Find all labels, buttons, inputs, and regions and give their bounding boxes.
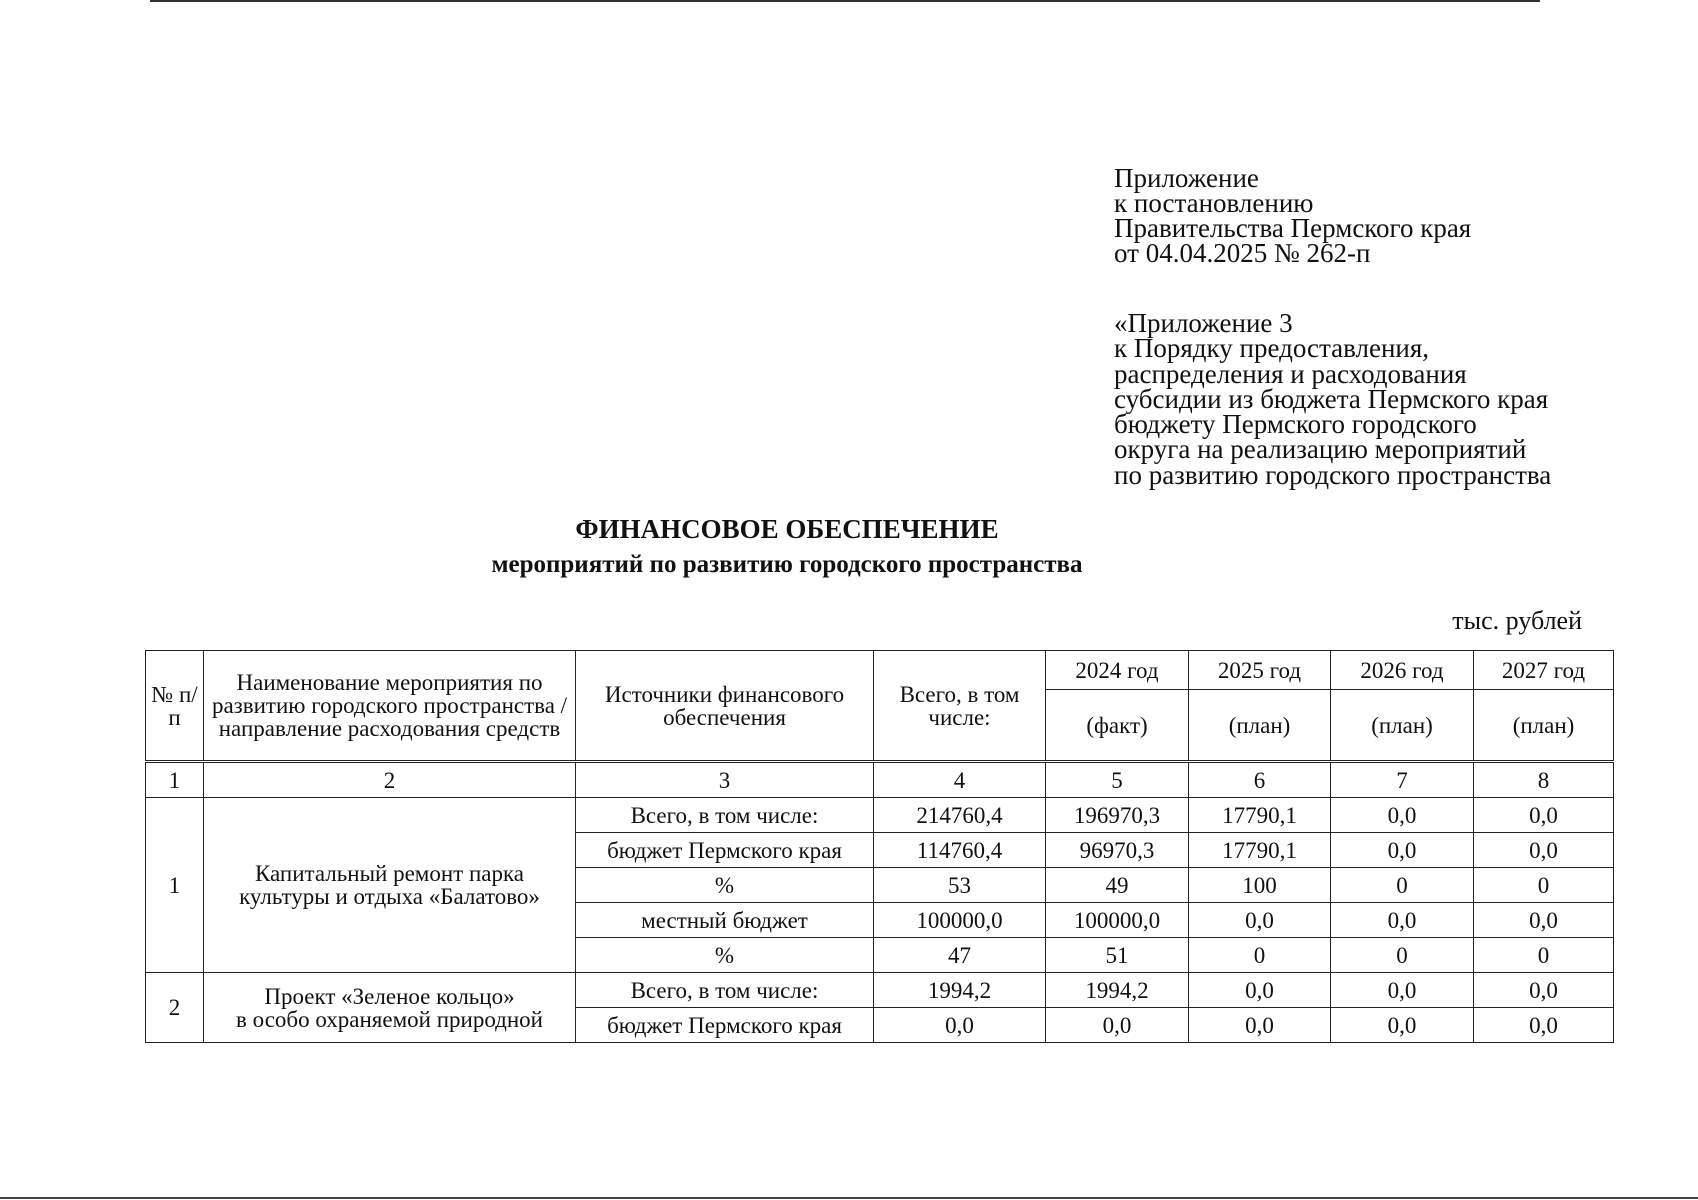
value-cell: 0,0	[1189, 1008, 1331, 1043]
appendix3-line: округа на реализацию мероприятий	[1114, 434, 1527, 465]
value-cell: 0,0	[1474, 1008, 1614, 1043]
value-cell: 17790,1	[1189, 798, 1331, 833]
header-name: Наименование мероприятия по развитию городского пространства / направление расходования средств	[204, 651, 576, 762]
header-num: № п/п	[146, 651, 204, 762]
column-number: 1	[146, 762, 204, 798]
header-2026: 2026 год	[1331, 651, 1474, 690]
appendix3-line: по развитию городского пространства	[1114, 459, 1552, 490]
value-cell: 0,0	[874, 1008, 1046, 1043]
value-cell: 0,0	[1331, 903, 1474, 938]
source-cell: местный бюджет	[576, 903, 874, 938]
value-cell: 114760,4	[874, 833, 1046, 868]
header-plan: (план)	[1474, 690, 1614, 762]
appendix-line: к постановлению	[1114, 188, 1314, 218]
value-cell: 0	[1331, 938, 1474, 973]
project-name-line: в особо охраняемой природной	[236, 1006, 543, 1032]
header-plan: (план)	[1331, 690, 1474, 762]
project-name: Капитальный ремонт парка культуры и отдыха «Балатово»	[204, 798, 576, 973]
value-cell: 0,0	[1189, 903, 1331, 938]
document-subtitle-wrap	[0, 551, 1698, 579]
value-cell: 0,0	[1331, 833, 1474, 868]
table-row	[146, 798, 1614, 833]
appendix3-line: распределения и расходования	[1114, 358, 1467, 389]
header-2027: 2027 год	[1474, 651, 1614, 690]
source-cell: бюджет Пермского края	[576, 833, 874, 868]
financing-table	[145, 650, 1614, 1043]
header-row	[146, 651, 1614, 690]
column-number: 5	[1046, 762, 1189, 798]
source-cell: %	[576, 868, 874, 903]
value-cell: 0,0	[1046, 1008, 1189, 1043]
value-cell: 196970,3	[1046, 798, 1189, 833]
document-title: ФИНАНСОВОЕ ОБЕСПЕЧЕНИЕ	[575, 514, 999, 544]
value-cell: 100000,0	[1046, 903, 1189, 938]
project-name	[204, 973, 576, 1043]
value-cell: 49	[1046, 868, 1189, 903]
appendix3-block	[1114, 308, 1552, 490]
value-cell: 1994,2	[874, 973, 1046, 1008]
column-number: 7	[1331, 762, 1474, 798]
project-name-line: Проект «Зеленое кольцо»	[264, 983, 515, 1009]
column-number: 6	[1189, 762, 1331, 798]
value-cell: 0,0	[1474, 903, 1614, 938]
value-cell: 1994,2	[1046, 973, 1189, 1008]
scan-bottom-edge	[0, 1197, 1698, 1199]
value-cell: 0	[1189, 938, 1331, 973]
header-source: Источники финансового обеспечения	[576, 651, 874, 762]
header-plan: (план)	[1189, 690, 1331, 762]
appendix-block	[1114, 163, 1472, 268]
source-cell: Всего, в том числе:	[576, 973, 874, 1008]
value-cell: 0,0	[1474, 973, 1614, 1008]
value-cell: 0,0	[1189, 973, 1331, 1008]
appendix-line: Правительства Пермского края	[1114, 213, 1472, 243]
header-fact: (факт)	[1046, 690, 1189, 762]
appendix3-line: бюджету Пермского городского	[1114, 409, 1477, 440]
appendix3-line: субсидии из бюджета Пермского края	[1114, 383, 1549, 414]
header-2025: 2025 год	[1189, 651, 1331, 690]
column-number: 4	[874, 762, 1046, 798]
value-cell: 214760,4	[874, 798, 1046, 833]
source-cell: Всего, в том числе:	[576, 798, 874, 833]
column-number-row	[146, 762, 1614, 798]
value-cell: 0,0	[1474, 833, 1614, 868]
value-cell: 0,0	[1474, 798, 1614, 833]
source-cell: бюджет Пермского края	[576, 1008, 874, 1043]
value-cell: 0	[1331, 868, 1474, 903]
value-cell: 0	[1474, 938, 1614, 973]
appendix3-line: к Порядку предоставления,	[1114, 333, 1430, 364]
header-total: Всего, в том числе:	[874, 651, 1046, 762]
value-cell: 17790,1	[1189, 833, 1331, 868]
column-number: 2	[204, 762, 576, 798]
table-row	[146, 973, 1614, 1008]
value-cell: 53	[874, 868, 1046, 903]
value-cell: 0,0	[1331, 973, 1474, 1008]
project-number: 2	[146, 973, 204, 1043]
document-title-wrap	[0, 514, 1698, 544]
value-cell: 0,0	[1331, 1008, 1474, 1043]
document-subtitle: мероприятий по развитию городского пространства	[491, 551, 1083, 578]
value-cell: 47	[874, 938, 1046, 973]
column-number: 8	[1474, 762, 1614, 798]
source-cell: %	[576, 938, 874, 973]
value-cell: 51	[1046, 938, 1189, 973]
value-cell: 100000,0	[874, 903, 1046, 938]
appendix-line: от 04.04.2025 № 262-п	[1114, 238, 1371, 268]
value-cell: 100	[1189, 868, 1331, 903]
header-2024: 2024 год	[1046, 651, 1189, 690]
appendix3-line: «Приложение 3	[1114, 308, 1293, 338]
units-label: тыс. рублей	[1452, 606, 1582, 635]
column-number: 3	[576, 762, 874, 798]
appendix-line: Приложение	[1114, 163, 1259, 193]
project-number: 1	[146, 798, 204, 973]
scan-top-edge	[150, 0, 1540, 2]
value-cell: 0	[1474, 868, 1614, 903]
value-cell: 0,0	[1331, 798, 1474, 833]
value-cell: 96970,3	[1046, 833, 1189, 868]
